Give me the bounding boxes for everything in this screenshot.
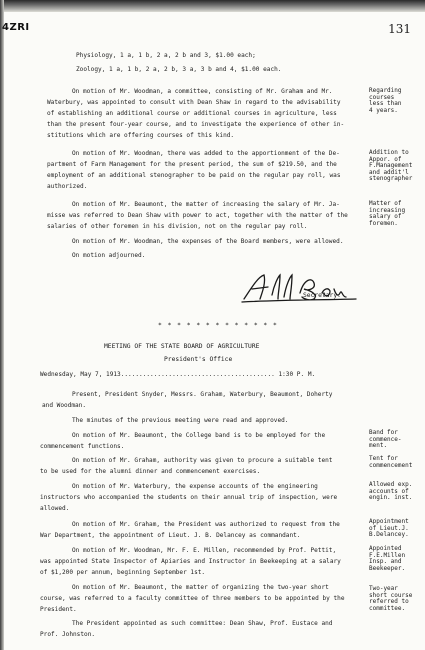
margin-note: Band for commence- ment. (369, 429, 402, 450)
text-line: and Woodman. (42, 402, 87, 409)
text-line: was appointed State Inspector of Apiaries and Instructor in Beekeeping at a salary (40, 558, 341, 565)
text-line: On motion adjourned. (72, 252, 146, 259)
text-line: On motion of Mr. Waterbury, the expense accounts of the engineering (72, 483, 318, 490)
text-line: The President appointed as such committee: Dean Shaw, Prof. Eustace and (72, 620, 333, 627)
secretary-label: Secretary. (303, 292, 341, 299)
text-line: partment of Farm Management for the present period, the sum of $219.50, and the (47, 161, 337, 168)
corner-label: 4ZRI (2, 22, 30, 33)
text-line: On motion of Mr. Graham, authority was given to procure a suitable tent (72, 457, 333, 464)
margin-note: Tent for commencement (369, 455, 413, 469)
text-line: Prof. Johnston. (40, 631, 96, 638)
text-line: salaries of other foremen in his division, not on the regular pay roll. (47, 223, 308, 230)
text-line: On motion of Mr. Woodman, there was added to the apportionment of the De- (72, 150, 340, 157)
margin-note: Regarding courses less than 4 years. (369, 87, 402, 114)
meeting-location: President's Office (164, 356, 233, 363)
text-line: Zoology, 1 a, 1 b, 2 a, 2 b, 3 a, 3 b and 4, $1.00 each. (76, 66, 282, 73)
text-line: President. (40, 606, 77, 613)
text-line: commencement functions. (40, 443, 125, 450)
text-line: employment of an additional stenographer to be paid on the regular pay roll, was (47, 172, 341, 179)
meeting-title: MEETING OF THE STATE BOARD OF AGRICULTURE (104, 343, 260, 350)
text-line: On motion of Mr. Graham, the President was authorized to request from the (72, 521, 340, 528)
text-line: The minutes of the previous meeting were read and approved. (72, 417, 289, 424)
margin-note: Addition to Appor. of F.Management and addit'l stenographer (369, 149, 413, 183)
text-line: War Department, the appointment of Lieut. J. B. Delancey as commandant. (40, 532, 301, 539)
text-line: On motion of Mr. Beaumont, the matter of organizing the two-year short (72, 584, 329, 591)
text-line: course, was referred to a faculty committee of three members to be appointed by the (40, 595, 345, 602)
text-line: misse was referred to Dean Shaw with power to act, together with the matter of the (47, 212, 348, 219)
text-line: than the present four-year course, and to investigate the experience of other in- (47, 121, 345, 128)
text-line: On motion of Mr. Woodman, the expenses of the Board members, were allowed. (72, 238, 344, 245)
text-line: instructors who accompanied the students on their annual trip of inspection, were (40, 494, 338, 501)
text-line: On motion of Mr. Woodman, a committee, consisting of Mr. Graham and Mr. (72, 88, 333, 95)
text-line: to be used for the alumni dinner and commencement exercises. (40, 468, 261, 475)
text-line: authorized. (47, 183, 88, 190)
text-line: Waterbury, was appointed to consult with Dean Shaw in regard to the advisability (47, 99, 341, 106)
scan-edge-left (0, 0, 4, 650)
scan-edge-top (0, 0, 425, 12)
page-number: 131 (388, 22, 411, 36)
text-line: of $1,200 per annum, beginning September 1st. (40, 569, 206, 576)
text-line: Physiology, 1 a, 1 b, 2 a, 2 b and 3, $1.00 each; (76, 52, 256, 59)
text-line: Present, President Snyder, Messrs. Graham, Waterbury, Beaumont, Doherty (72, 391, 333, 398)
margin-note: Appointed F.E.Millen Insp. and Beekeeper. (369, 545, 406, 572)
text-line: stitutions which are offering courses of this kind. (47, 132, 235, 139)
meeting-date-line: Wednesday, May 7, 1913.......................................... 1:30 P. M. (40, 371, 316, 378)
margin-note: Two-year short course referred to committee. (369, 585, 413, 612)
margin-note: Allowed exp. accounts of engin. inst. (369, 481, 413, 502)
text-line: allowed. (40, 505, 70, 512)
section-divider-stars: * * * * * * * * * * * * * (158, 322, 278, 329)
text-line: On motion of Mr. Beaumont, the matter of increasing the salary of Mr. Ja- (72, 201, 340, 208)
text-line: On motion of Mr. Woodman, Mr. F. E. Millen, recommended by Prof. Pettit, (72, 547, 337, 554)
margin-note: Matter of increasing salary of foremen. (369, 200, 406, 227)
text-line: of establishing an additional course or additional courses in agriculture, less (47, 110, 337, 117)
text-line: On motion of Mr. Beaumont, the College band is to be employed for the (72, 432, 326, 439)
margin-note: Appointment of Lieut.J. B.Delancey. (369, 518, 409, 539)
handwritten-signature (238, 269, 358, 307)
